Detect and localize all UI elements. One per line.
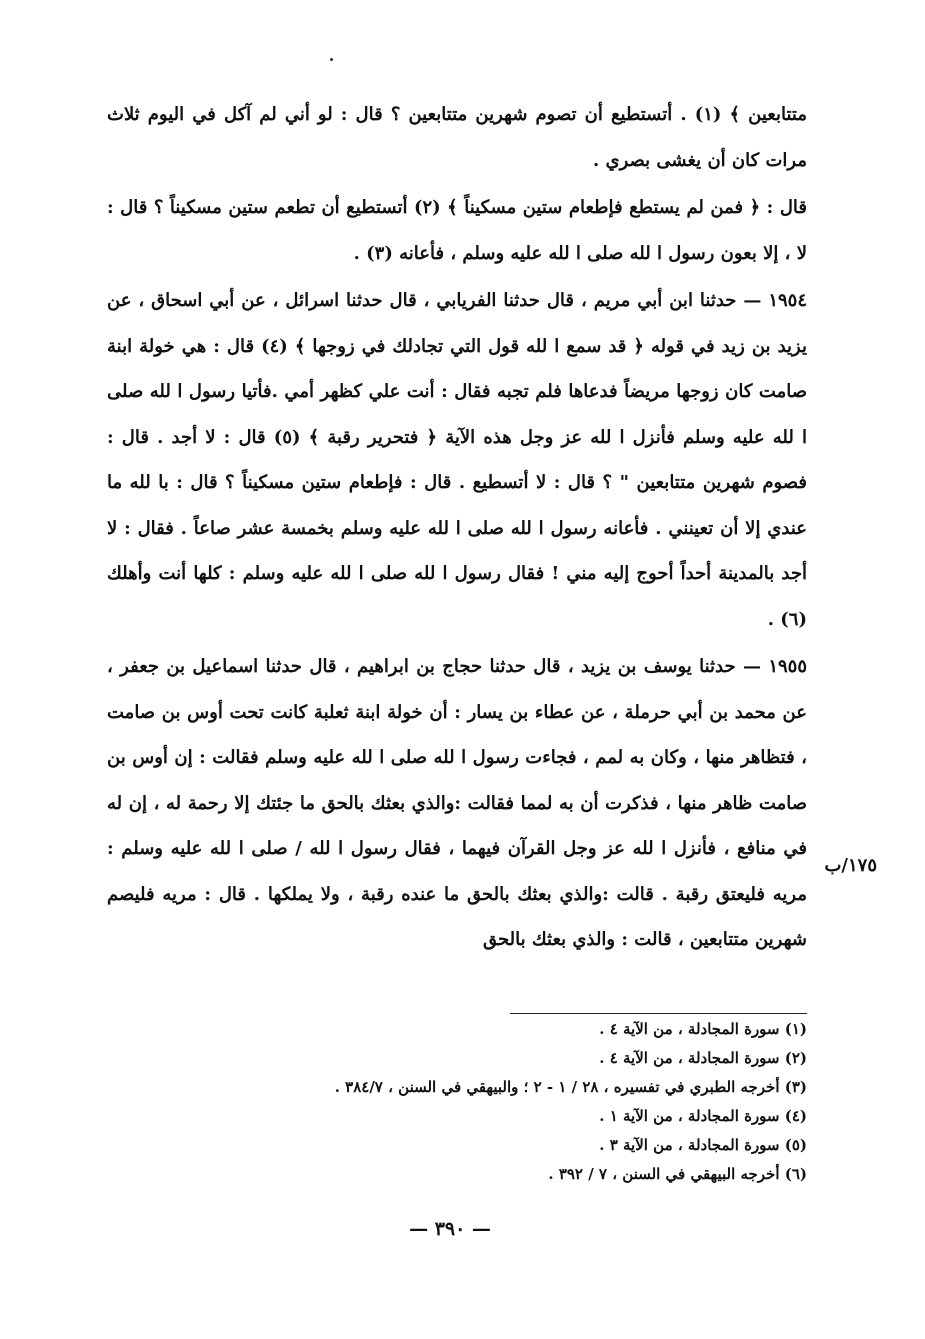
- footnote-5: (٥) سورة المجادلة ، من الآية ٣ .: [599, 1136, 807, 1154]
- footnote-1: (١) سورة المجادلة ، من الآية ٤ .: [599, 1020, 807, 1038]
- main-text: [107, 92, 807, 963]
- page-number: — ٣٩٠ —: [409, 1218, 491, 1240]
- footnote-divider: [510, 1013, 807, 1014]
- ink-dot: [330, 58, 333, 61]
- hadith-1955: ١٩٥٥ — حدثنا يوسف بن يزيد ، قال حدثنا حجاج بن ابراهيم ، قال حدثنا اسماعيل بن جعفر ، عن محمد بن أبي حرملة ، عن عطاء بن يسار : أن خولة ابنة ثعلبة كانت تحت أوس بن صامت ، فتظاهر منها ، وكان به لمم ، فجاءت رسول ا لله صلى ا لله عليه وسلم فقالت : إن أوس بن صامت ظاهر منها ، فذكرت أن به لمما فقالت :والذي بعثك بالحق ما جئتك إلا رحمة له ، إن له في منافع ، فأنزل ا لله عز وجل القرآن فيهما ، فقال رسول ا لله / صلى ا لله عليه وسلم : مريه فليعتق رقبة . قالت :والذي بعثك بالحق ما عنده رقبة ، ولا يملكها . قال : مريه فليصم شهرين متتابعين ، قالت : والذي بعثك بالحق: [107, 656, 807, 950]
- footnote-4: (٤) سورة المجادلة ، من الآية ١ .: [599, 1107, 807, 1125]
- footnote-6: (٦) أخرجه البيهقي في السنن ، ٧ / ٣٩٢ .: [548, 1165, 807, 1183]
- footnote-2: (٢) سورة المجادلة ، من الآية ٤ .: [599, 1049, 807, 1067]
- footnotes: [107, 1015, 807, 1189]
- paragraph-2: قال : ﴿ فمن لم يستطع فإطعام ستين مسكيناً ﴾ (٢) أتستطيع أن تطعم ستين مسكيناً ؟ قال : لا ، إلا بعون رسول ا لله صلى ا لله عليه وسلم ، فأعانه (٣) .: [107, 197, 807, 264]
- paragraph-1: متتابعين ﴾ (١) . أتستطيع أن تصوم شهرين متتابعين ؟ قال : لو أني لم آكل في اليوم ثلاث مرات كان أن يغشى بصري .: [107, 104, 807, 171]
- manuscript-folio-note: ١٧٥/ب: [824, 855, 877, 876]
- footnote-3: (٣) أخرجه الطبري في تفسيره ، ٢٨ / ١ - ٢ ؛ والبيهقي في السنن ، ٣٨٤/٧ .: [334, 1078, 807, 1096]
- hadith-1954: ١٩٥٤ — حدثنا ابن أبي مريم ، قال حدثنا الفريابي ، قال حدثنا اسرائل ، عن أبي اسحاق ، عن يزيد بن زيد في قوله ﴿ قد سمع ا لله قول التي تجادلك في زوجها ﴾ (٤) قال : هي خولة ابنة صامت كان زوجها مريضاً فدعاها فلم تجبه فقال : أنت علي كظهر أمي .فأتيا رسول ا لله صلى ا لله عليه وسلم فأنزل ا لله عز وجل هذه الآية ﴿ فتحرير رقبة ﴾ (٥) قال : لا أجد . قال : فصوم شهرين متتابعين " ؟ قال : لا أتسطيع . قال : فإطعام ستين مسكيناً ؟ قال : با لله ما عندي إلا أن تعينني . فأعانه رسول ا لله صلى ا لله عليه وسلم بخمسة عشر صاعاً . فقال : لا أجد بالمدينة أحداً أحوج إليه مني ! فقال رسول ا لله صلى ا لله عليه وسلم : كلها أنت وأهلك (٦) .: [107, 290, 807, 630]
